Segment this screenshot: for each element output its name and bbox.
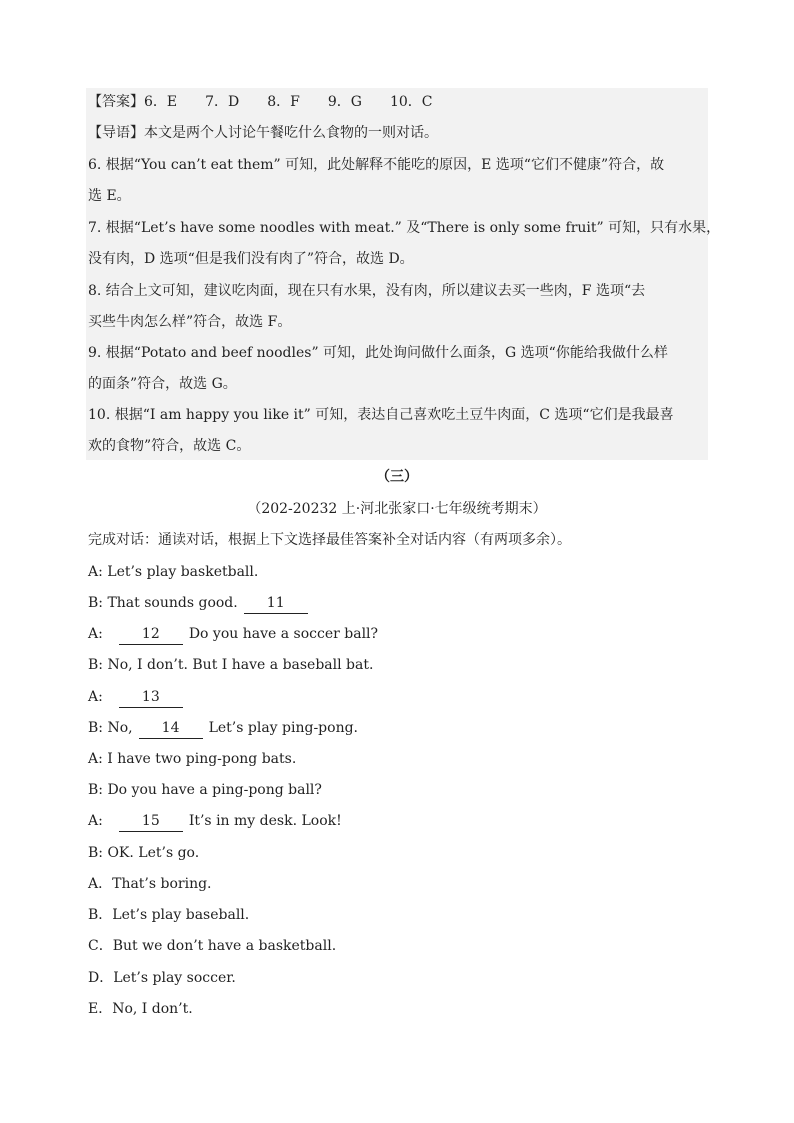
blank-12[interactable]: 12 [119, 624, 183, 645]
explanation-10-line1: 10. 根据“I am happy you like it” 可知，表达自己喜欢吃土豆牛肉面，C 选项“它们是我最喜 [88, 407, 674, 423]
option-e: E．No, I don’t. [88, 1001, 193, 1017]
dialogue-line: A: 15 It’s in my desk. Look! [88, 811, 342, 832]
option-c: C．But we don’t have a basketball. [88, 938, 337, 954]
explanation-6-line1: 6. 根据“You can’t eat them” 可知，此处解释不能吃的原因，E 选项“它们不健康”符合，故 [88, 157, 665, 173]
guide-text: 【导语】本文是两个人讨论午餐吃什么食物的一则对话。 [88, 125, 438, 141]
explanation-8-line1: 8. 结合上文可知，建议吃肉面，现在只有水果，没有肉，所以建议去买一些肉，F 选项“去 [88, 283, 646, 299]
dialogue-line: B: That sounds good. 11 [88, 593, 314, 614]
dialogue-line: B: OK. Let’s go. [88, 845, 200, 861]
dialogue-line: A: 12 Do you have a soccer ball? [88, 624, 378, 645]
option-b: B．Let’s play baseball. [88, 907, 250, 923]
answer-key: 【答案】6．E 7．D 8．F 9．G 10．C [88, 94, 433, 110]
dialogue-line: B: No, I don’t. But I have a baseball bat. [88, 657, 374, 673]
blank-14[interactable]: 14 [139, 718, 203, 739]
dialogue-line: A: 13 [88, 687, 189, 708]
explanation-6-line2: 选 E。 [88, 188, 131, 204]
dialogue-line: A: Let’s play basketball. [88, 564, 259, 580]
dialogue-line: A: I have two ping-pong bats. [88, 751, 297, 767]
instruction-text: 完成对话：通读对话，根据上下文选择最佳答案补全对话内容（有两项多余）。 [88, 532, 571, 548]
blank-15[interactable]: 15 [119, 811, 183, 832]
explanation-9-line2: 的面条”符合，故选 G。 [88, 376, 237, 392]
blank-13[interactable]: 13 [119, 687, 183, 708]
blank-11[interactable]: 11 [244, 593, 308, 614]
explanation-7-line1: 7. 根据“Let’s have some noodles with meat.” 及“There is only some fruit” 可知，只有水果， [88, 220, 721, 236]
explanation-8-line2: 买些牛肉怎么样”符合，故选 F。 [88, 314, 292, 330]
option-a: A．That’s boring. [88, 876, 212, 892]
dialogue-line: B: No, 14 Let’s play ping-pong. [88, 718, 358, 739]
explanation-7-line2: 没有肉，D 选项“但是我们没有肉了”符合，故选 D。 [88, 251, 414, 267]
explanation-9-line1: 9. 根据“Potato and beef noodles” 可知，此处询问做什么面条，G 选项“你能给我做什么样 [88, 345, 668, 361]
dialogue-line: B: Do you have a ping-pong ball? [88, 782, 322, 798]
section-title: （三） [376, 469, 418, 485]
option-d: D．Let’s play soccer. [88, 970, 236, 986]
explanation-10-line2: 欢的食物”符合，故选 C。 [88, 438, 251, 454]
exam-source: （202-20232 上·河北张家口·七年级统考期末） [247, 501, 547, 517]
